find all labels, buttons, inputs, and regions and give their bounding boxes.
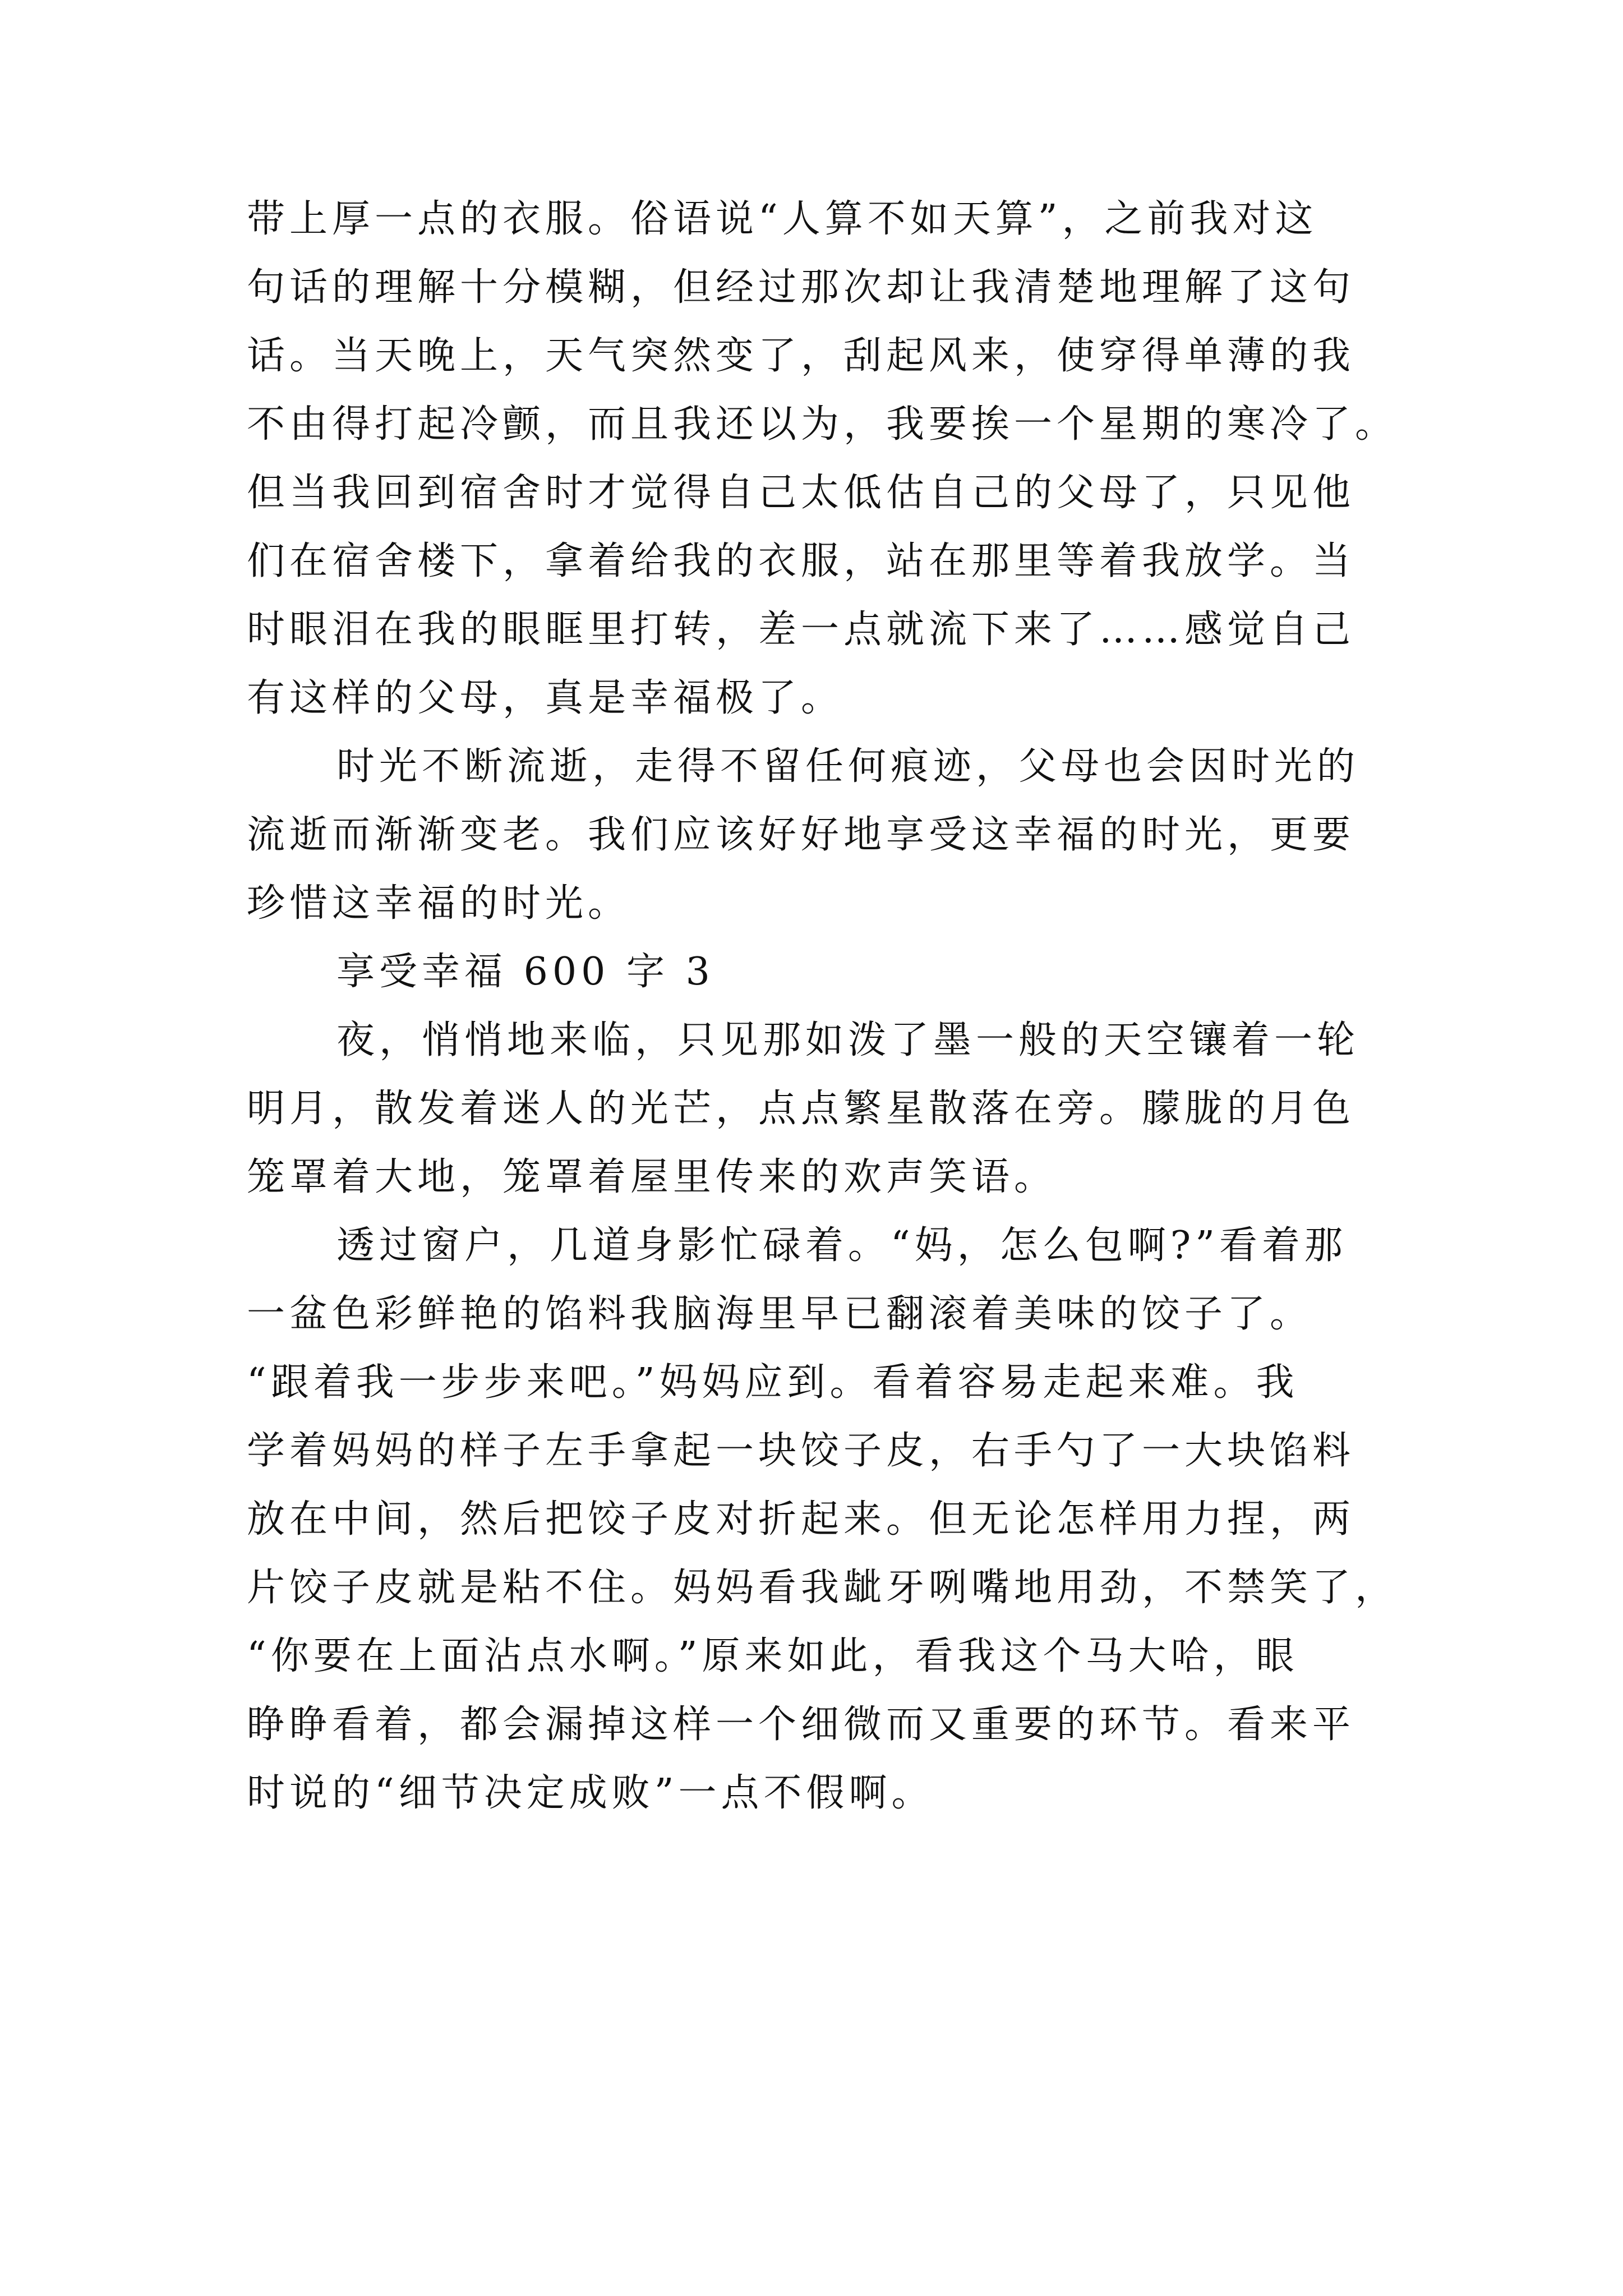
text-line: 睁睁看着，都会漏掉这样一个细微而又重要的环节。看来平 — [247, 1703, 1355, 1747]
paragraph-start-line: 夜，悄悄地来临，只见那如泼了墨一般的天空镶着一轮 — [336, 1018, 1360, 1062]
text-line: 时说的“细节决定成败”一点不假啊。 — [247, 1771, 934, 1815]
text-line: 们在宿舍楼下，拿着给我的衣服，站在那里等着我放学。当 — [247, 539, 1355, 583]
text-line: 明月，散发着迷人的光芒，点点繁星散落在旁。朦胧的月色 — [247, 1087, 1355, 1131]
text-line: “跟着我一步步来吧。”妈妈应到。看着容易走起来难。我 — [247, 1360, 1299, 1405]
text-line: 珍惜这幸福的时光。 — [247, 881, 631, 926]
text-line: “你要在上面沾点水啊。”原来如此，看我这个马大哈，眼 — [247, 1634, 1299, 1678]
text-line: 时眼泪在我的眼眶里打转，差一点就流下来了……感觉自己 — [247, 608, 1355, 652]
text-line: 带上厚一点的衣服。俗语说“人算不如天算”，之前我对这 — [247, 197, 1318, 241]
text-line: 学着妈妈的样子左手拿起一块饺子皮，右手勺了一大块馅料 — [247, 1429, 1355, 1473]
text-line: 片饺子皮就是粘不住。妈妈看我龇牙咧嘴地用劲，不禁笑了， — [247, 1566, 1398, 1610]
text-line: 流逝而渐渐变老。我们应该好好地享受这幸福的时光，更要 — [247, 813, 1355, 857]
text-line: 不由得打起冷颤，而且我还以为，我要挨一个星期的寒冷了。 — [247, 402, 1398, 447]
text-line: 一盆色彩鲜艳的馅料我脑海里早已翻滚着美味的饺子了。 — [247, 1292, 1313, 1336]
text-line: 放在中间，然后把饺子皮对折起来。但无论怎样用力捏，两 — [247, 1497, 1355, 1542]
text-line: 但当我回到宿舍时才觉得自己太低估自己的父母了，只见他 — [247, 471, 1355, 515]
document-body — [247, 185, 1398, 1828]
section-heading: 享受幸福 600 字 3 — [336, 950, 714, 994]
text-line: 话。当天晚上，天气突然变了，刮起风来，使穿得单薄的我 — [247, 334, 1355, 378]
paragraph-start-line: 时光不断流逝，走得不留任何痕迹，父母也会因时光的 — [336, 744, 1360, 789]
text-line: 句话的理解十分模糊，但经过那次却让我清楚地理解了这句 — [247, 265, 1355, 310]
text-line: 笼罩着大地，笼罩着屋里传来的欢声笑语。 — [247, 1155, 1057, 1199]
paragraph-start-line: 透过窗户，几道身影忙碌着。“妈，怎么包啊?”看着那 — [336, 1223, 1347, 1268]
text-line: 有这样的父母，真是幸福极了。 — [247, 676, 844, 720]
